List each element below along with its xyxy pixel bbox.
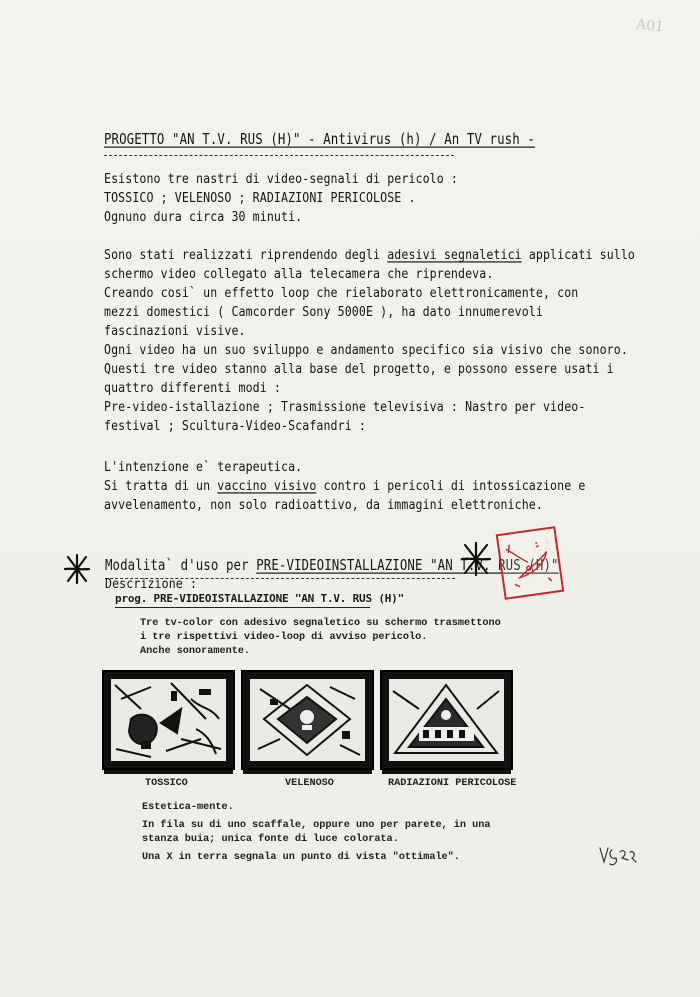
radiation-triangle-icon bbox=[389, 679, 504, 761]
monitor-stand bbox=[104, 770, 233, 774]
monitor-screen bbox=[389, 679, 504, 761]
para3-line-2: Si tratta di un vaccino visivo contro i pericoli di intossicazione e bbox=[104, 477, 586, 494]
prog-underline bbox=[115, 607, 370, 608]
para2-line-4: mezzi domestici ( Camcorder Sony 5000E ), ha dato innumerevoli bbox=[104, 303, 543, 320]
vaccino-visivo-underlined: vaccino visivo bbox=[217, 477, 317, 494]
section2-heading: Modalita` d'uso per PRE-VIDEOINSTALLAZIONE "AN T.V. RUS (H)" bbox=[105, 556, 559, 574]
para2-line-10: festival ; Scultura-Video-Scafandri : bbox=[104, 417, 366, 434]
asterisk-left-icon bbox=[62, 553, 92, 585]
para2-line-8: quattro differenti modi : bbox=[104, 379, 282, 396]
asterisk-right-icon bbox=[458, 540, 494, 578]
desc-line-2: i tre rispettivi video-loop di avviso pericolo. bbox=[140, 632, 428, 643]
poison-diamond-icon bbox=[250, 679, 365, 761]
monitor-screen bbox=[250, 679, 365, 761]
para3-line-1: L'intenzione e` terapeutica. bbox=[104, 458, 303, 475]
intro-line-2: TOSSICO ; VELENOSO ; RADIAZIONI PERICOLOSE . bbox=[104, 189, 416, 206]
desc-line-1: Tre tv-color con adesivo segnaletico su schermo trasmettono bbox=[140, 618, 501, 629]
corner-page-mark: A01 bbox=[635, 16, 665, 36]
monitor-screen bbox=[111, 679, 226, 761]
monitor-radiazioni bbox=[380, 670, 513, 770]
caption-tossico: TOSSICO bbox=[145, 778, 188, 789]
estetica-heading: Estetica-mente. bbox=[142, 802, 234, 813]
para2-line-9: Pre-video-istallazione ; Trasmissione televisiva : Nastro per video- bbox=[104, 398, 586, 415]
signature-icon bbox=[598, 842, 638, 868]
prog-label: prog. PRE-VIDEOISTALLAZIONE "AN T.V. RUS (H)" bbox=[115, 592, 405, 605]
monitor-velenoso bbox=[241, 670, 374, 770]
para2-line-6: Ogni video ha un suo sviluppo e andamento specifico sia visivo che sonoro. bbox=[104, 341, 628, 358]
para2-line-7: Questi tre video stanno alla base del progetto, e possono essere usati i bbox=[104, 360, 614, 377]
caption-velenoso: VELENOSO bbox=[285, 778, 334, 789]
red-stamp bbox=[496, 526, 565, 600]
para2-line-5: fascinazioni visive. bbox=[104, 322, 246, 339]
desc-line-3: Anche sonoramente. bbox=[140, 646, 251, 657]
para2-line-1: Sono stati realizzati riprendendo degli adesivi segnaletici applicati sullo bbox=[104, 246, 636, 263]
para3-line-3: avvelenamento, non solo radioattivo, da immagini elettroniche. bbox=[104, 496, 543, 513]
estetica-line-1: In fila su di uno scaffale, oppure uno per parete, in una bbox=[142, 820, 491, 831]
intro-line-1: Esistono tre nastri di video-segnali di pericolo : bbox=[104, 170, 459, 187]
caption-radiazioni: RADIAZIONI PERICOLOSE bbox=[388, 778, 517, 789]
para2-line-3: Creando cosi` un effetto loop che rielaborato elettronicamente, con bbox=[104, 284, 579, 301]
monitor-stand bbox=[382, 770, 511, 774]
stamp-drawing-icon bbox=[498, 529, 558, 594]
monitor-stand bbox=[243, 770, 372, 774]
skull-warning-icon bbox=[111, 679, 226, 761]
adesivi-segnaletici-underlined: adesivi segnaletici bbox=[387, 246, 522, 263]
estetica-line-2: stanza buia; unica fonte di luce colorata. bbox=[142, 834, 399, 845]
title-divider bbox=[104, 155, 454, 156]
descrizione-label: Descrizione : bbox=[105, 575, 198, 592]
estetica-line-3: Una X in terra segnala un punto di vista "ottimale". bbox=[142, 852, 460, 863]
monitor-tossico bbox=[102, 670, 235, 770]
pre-videoinstallazione-underlined: PRE-VIDEOINSTALLAZIONE "AN T.V. RUS (H)" bbox=[256, 556, 559, 574]
document-title: PROGETTO "AN T.V. RUS (H)" - Antivirus (h) / An TV rush - bbox=[104, 130, 535, 148]
para2-line-2: schermo video collegato alla telecamera che riprendeva. bbox=[104, 265, 494, 282]
intro-line-3: Ognuno dura circa 30 minuti. bbox=[104, 208, 303, 225]
